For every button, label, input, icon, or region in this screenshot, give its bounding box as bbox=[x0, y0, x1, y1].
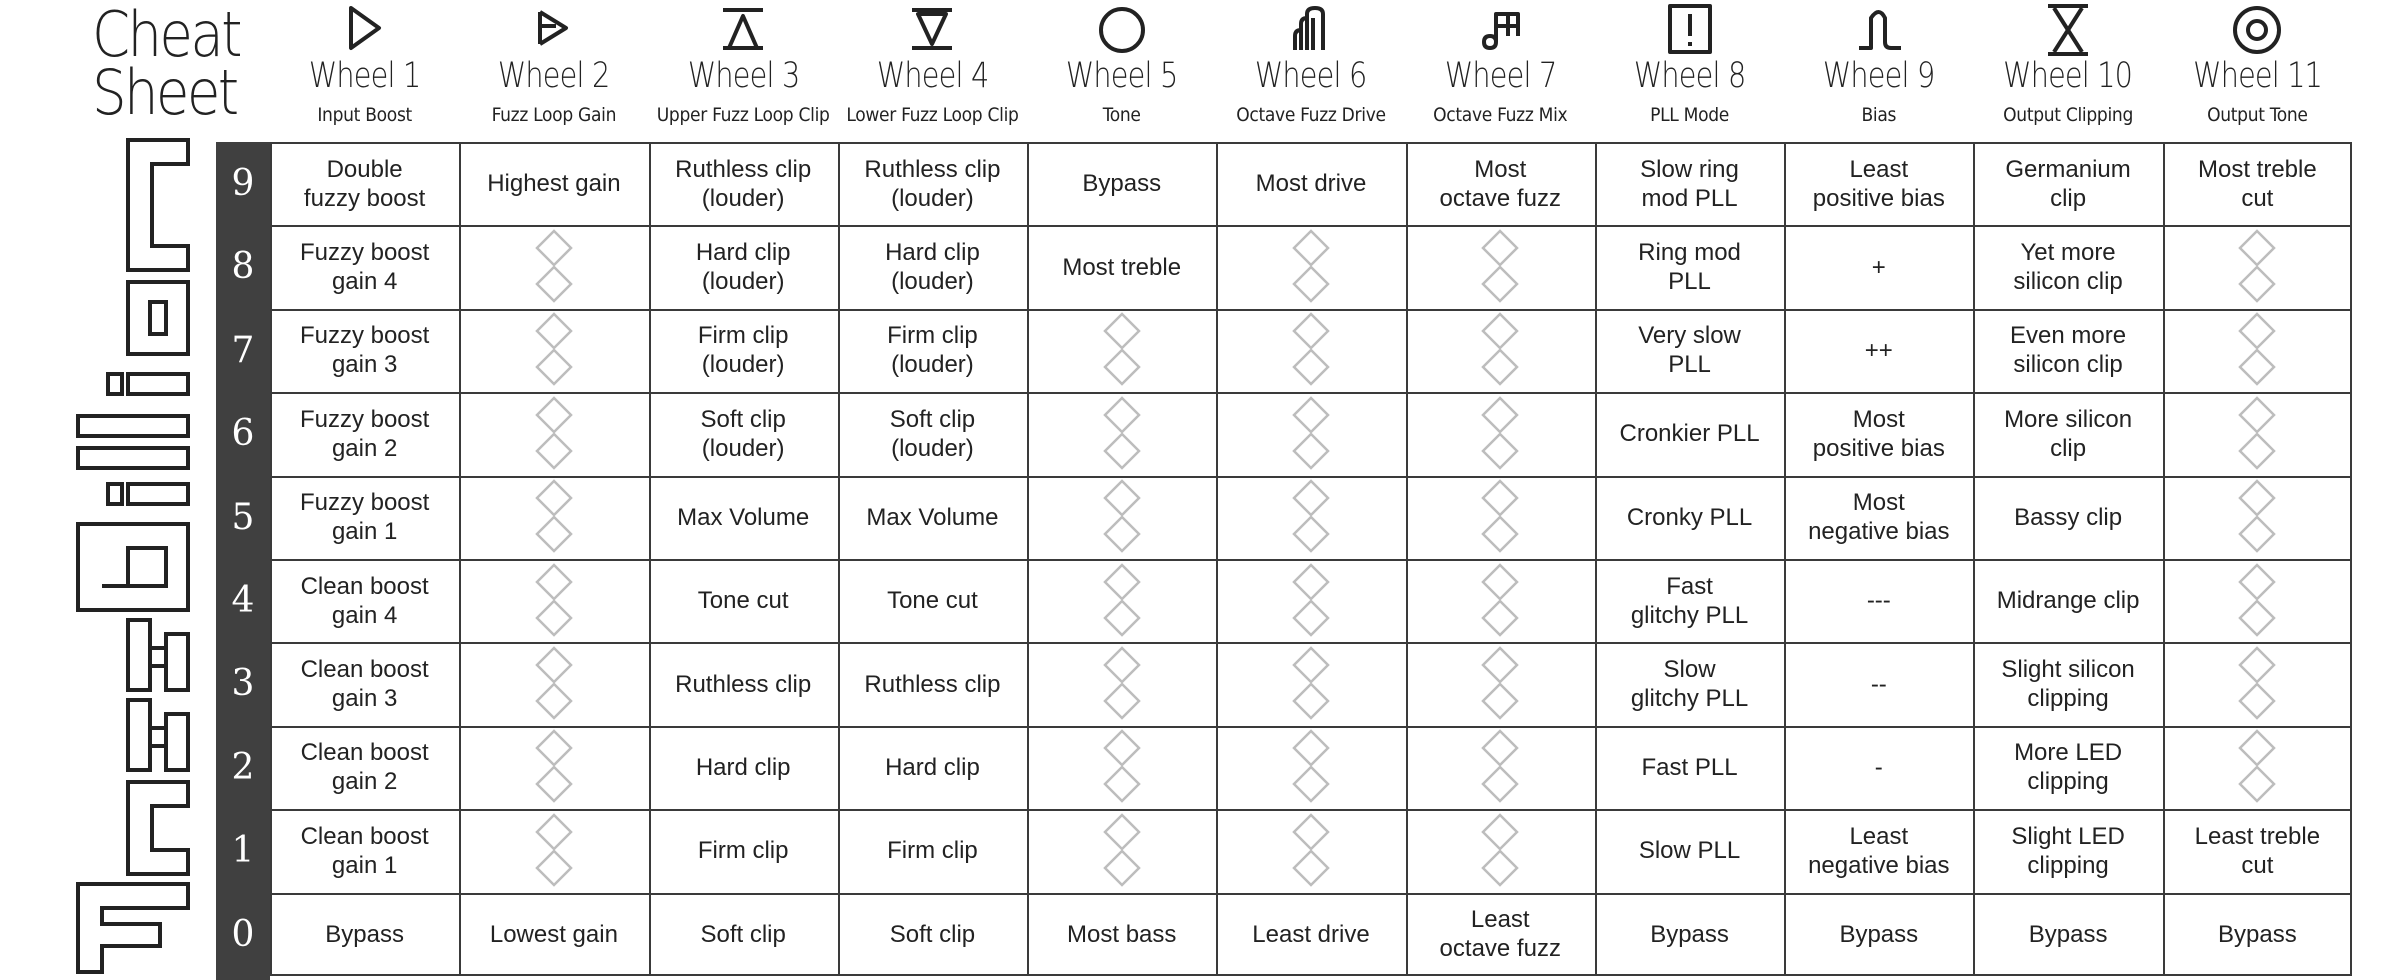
column-subtitle: Output Clipping bbox=[2003, 104, 2134, 126]
table-cell-text: Least octave fuzz bbox=[1439, 906, 1561, 963]
column-header-wheel-11 bbox=[2163, 0, 2352, 142]
table-cell bbox=[649, 893, 838, 976]
table-cell-text: Ring mod PLL bbox=[1638, 239, 1741, 296]
column-header-wheel-6 bbox=[1216, 0, 1405, 142]
table-cell-text: Bypass bbox=[1650, 920, 1729, 948]
table-cell-text: Soft clip bbox=[889, 920, 976, 948]
table-cell bbox=[1595, 893, 1784, 976]
table-cell-text: Most negative bias bbox=[1808, 489, 1950, 546]
diamond-marker-icon bbox=[1216, 809, 1405, 892]
column-name: Wheel 7 bbox=[1444, 56, 1557, 96]
table-cell-text: Soft clip (louder) bbox=[889, 405, 976, 462]
table-cell bbox=[1784, 809, 1973, 892]
table-cell bbox=[1973, 809, 2162, 892]
diamond-marker-icon bbox=[459, 225, 648, 308]
diamond-marker-icon bbox=[2163, 392, 2352, 475]
upper-clip-triangle-icon bbox=[649, 2, 838, 58]
target-circle-icon bbox=[2163, 2, 2352, 58]
title-line-2: Sheet bbox=[92, 56, 237, 129]
mix-note-icon bbox=[1406, 2, 1595, 58]
column-name: Wheel 11 bbox=[2192, 56, 2322, 96]
table-cell-text: Ruthless clip (louder) bbox=[864, 155, 1001, 212]
row-label-3: 3 bbox=[231, 663, 255, 705]
column-name: Wheel 9 bbox=[1823, 56, 1935, 96]
table-cell bbox=[1973, 392, 2162, 475]
table-cell bbox=[1784, 225, 1973, 308]
diamond-marker-icon bbox=[1027, 726, 1216, 809]
column-subtitle: Lower Fuzz Loop Clip bbox=[846, 104, 1019, 126]
table-cell bbox=[270, 142, 459, 225]
settings-grid bbox=[270, 142, 2352, 976]
table-cell-text: Clean boost gain 4 bbox=[300, 572, 429, 629]
table-cell bbox=[1595, 225, 1784, 308]
table-cell bbox=[2163, 142, 2352, 225]
diamond-marker-icon bbox=[1406, 559, 1595, 642]
table-cell bbox=[838, 392, 1027, 475]
table-cell-text: Most positive bias bbox=[1812, 405, 1945, 462]
cheat-sheet-title bbox=[92, 0, 272, 129]
table-cell-text: Even more silicon clip bbox=[2010, 322, 2127, 379]
table-cell bbox=[649, 809, 838, 892]
table-cell-text: Max Volume bbox=[866, 503, 999, 531]
diamond-marker-icon bbox=[1406, 726, 1595, 809]
title-line-1: Cheat bbox=[92, 0, 240, 71]
column-header-wheel-8 bbox=[1595, 0, 1784, 142]
column-subtitle: PLL Mode bbox=[1650, 104, 1730, 126]
row-label-9: 9 bbox=[231, 163, 255, 204]
grid-line bbox=[270, 642, 2352, 644]
column-subtitle: Fuzz Loop Gain bbox=[491, 104, 617, 126]
table-cell bbox=[1406, 893, 1595, 976]
diamond-marker-icon bbox=[2163, 225, 2352, 308]
table-cell bbox=[1973, 642, 2162, 725]
table-cell-text: Fuzzy boost gain 1 bbox=[299, 489, 430, 546]
table-cell bbox=[1595, 309, 1784, 392]
table-cell-text: Tone cut bbox=[697, 587, 789, 615]
table-cell-text: Least treble cut bbox=[2194, 822, 2321, 879]
table-cell-text: Midrange clip bbox=[1996, 587, 2140, 615]
diamond-marker-icon bbox=[1406, 309, 1595, 392]
table-cell bbox=[649, 225, 838, 308]
grid-line bbox=[270, 726, 2352, 728]
table-cell bbox=[1784, 559, 1973, 642]
diamond-marker-icon bbox=[1406, 392, 1595, 475]
grid-line bbox=[270, 309, 2352, 311]
circle-icon bbox=[1027, 2, 1216, 58]
table-cell-text: Ruthless clip bbox=[675, 670, 812, 698]
column-header-wheel-3 bbox=[649, 0, 838, 142]
table-cell bbox=[2163, 893, 2352, 976]
table-cell-text: Bypass bbox=[325, 920, 404, 948]
row-label-2: 2 bbox=[231, 746, 255, 788]
table-cell-text: Clean boost gain 3 bbox=[300, 656, 429, 713]
diamond-marker-icon bbox=[459, 476, 648, 559]
table-cell-text: Firm clip (louder) bbox=[697, 322, 789, 379]
column-header-wheel-9 bbox=[1784, 0, 1973, 142]
diamond-marker-icon bbox=[459, 726, 648, 809]
table-cell-text: ++ bbox=[1864, 336, 1893, 364]
table-cell bbox=[1595, 392, 1784, 475]
table-cell bbox=[1027, 225, 1216, 308]
diamond-marker-icon bbox=[1406, 225, 1595, 308]
table-cell bbox=[270, 309, 459, 392]
table-cell-text: Most octave fuzz bbox=[1439, 155, 1561, 212]
table-cell-text: Ruthless clip bbox=[864, 670, 1001, 698]
hourglass-triangle-icon bbox=[1973, 2, 2162, 58]
diamond-marker-icon bbox=[1216, 726, 1405, 809]
row-label-7: 7 bbox=[231, 329, 255, 371]
table-cell bbox=[1595, 142, 1784, 225]
table-cell bbox=[838, 225, 1027, 308]
table-cell bbox=[1595, 642, 1784, 725]
table-cell-text: Bypass bbox=[1839, 920, 1919, 948]
diamond-marker-icon bbox=[1027, 559, 1216, 642]
table-cell bbox=[838, 476, 1027, 559]
diamond-marker-icon bbox=[459, 559, 648, 642]
diamond-marker-icon bbox=[1216, 225, 1405, 308]
table-cell bbox=[1973, 225, 2162, 308]
table-cell bbox=[1784, 642, 1973, 725]
table-cell-text: Fuzzy boost gain 2 bbox=[299, 405, 430, 462]
table-cell-text: Cronkier PLL bbox=[1619, 420, 1760, 448]
diamond-marker-icon bbox=[1216, 476, 1405, 559]
table-cell bbox=[270, 726, 459, 809]
diamond-marker-icon bbox=[1027, 809, 1216, 892]
table-cell bbox=[270, 809, 459, 892]
column-header-wheel-5 bbox=[1027, 0, 1216, 142]
column-name: Wheel 10 bbox=[2003, 56, 2133, 96]
fuzzbillion-logo bbox=[70, 134, 200, 980]
table-cell bbox=[838, 309, 1027, 392]
column-name: Wheel 6 bbox=[1255, 56, 1367, 96]
table-cell-text: Hard clip bbox=[695, 753, 791, 781]
row-label-0: 0 bbox=[231, 913, 255, 955]
table-cell bbox=[459, 893, 648, 976]
table-cell-text: + bbox=[1871, 253, 1886, 281]
diamond-marker-icon bbox=[1027, 309, 1216, 392]
diamond-marker-icon bbox=[459, 809, 648, 892]
table-cell-text: Firm clip bbox=[887, 837, 978, 865]
table-cell-text: Fuzzy boost gain 4 bbox=[299, 239, 430, 296]
table-cell-text: Yet more silicon clip bbox=[2013, 239, 2123, 296]
table-cell bbox=[1216, 893, 1405, 976]
table-cell-text: Most treble bbox=[1062, 253, 1182, 281]
table-cell bbox=[270, 893, 459, 976]
grid-line bbox=[270, 142, 2352, 144]
table-cell bbox=[270, 642, 459, 725]
table-cell-text: Fast glitchy PLL bbox=[1630, 572, 1749, 629]
table-cell bbox=[1784, 392, 1973, 475]
column-header-wheel-4 bbox=[838, 0, 1027, 142]
loop-triangle-icon bbox=[459, 2, 648, 58]
grid-line bbox=[270, 559, 2352, 561]
table-cell bbox=[649, 392, 838, 475]
table-cell-text: Clean boost gain 2 bbox=[300, 739, 429, 796]
table-cell bbox=[649, 559, 838, 642]
column-name: Wheel 5 bbox=[1065, 56, 1178, 96]
grid-line bbox=[270, 893, 2352, 895]
table-cell bbox=[1406, 142, 1595, 225]
table-cell-text: Hard clip bbox=[885, 753, 980, 781]
table-cell bbox=[1973, 559, 2162, 642]
table-cell-text: Slight LED clipping bbox=[2011, 822, 2125, 879]
table-cell-text: Bypass bbox=[2028, 920, 2108, 948]
table-cell bbox=[1027, 142, 1216, 225]
stairs-icon bbox=[1216, 2, 1405, 58]
table-cell-text: Firm clip (louder) bbox=[887, 322, 978, 379]
table-cell-text: Slow ring mod PLL bbox=[1640, 155, 1739, 212]
table-cell-text: Fast PLL bbox=[1641, 753, 1738, 781]
row-label-5: 5 bbox=[231, 496, 255, 538]
table-cell bbox=[1784, 309, 1973, 392]
table-cell bbox=[649, 642, 838, 725]
grid-line bbox=[270, 809, 2352, 811]
table-cell-text: More silicon clip bbox=[2004, 405, 2133, 462]
table-cell-text: Very slow PLL bbox=[1638, 322, 1741, 379]
diamond-marker-icon bbox=[2163, 476, 2352, 559]
diamond-marker-icon bbox=[1406, 809, 1595, 892]
column-subtitle: Upper Fuzz Loop Clip bbox=[656, 104, 830, 126]
table-cell-text: Highest gain bbox=[487, 170, 621, 198]
table-cell bbox=[1595, 726, 1784, 809]
diamond-marker-icon bbox=[1027, 476, 1216, 559]
table-cell-text: -- bbox=[1870, 670, 1887, 698]
table-cell bbox=[838, 893, 1027, 976]
table-cell-text: Tone cut bbox=[887, 587, 978, 615]
table-cell-text: --- bbox=[1866, 587, 1891, 615]
table-cell bbox=[1027, 893, 1216, 976]
diamond-marker-icon bbox=[2163, 559, 2352, 642]
table-cell bbox=[459, 142, 648, 225]
table-cell bbox=[1595, 559, 1784, 642]
table-cell bbox=[270, 476, 459, 559]
diamond-marker-icon bbox=[1406, 642, 1595, 725]
table-cell-text: Slow PLL bbox=[1638, 837, 1741, 865]
diamond-marker-icon bbox=[1027, 392, 1216, 475]
diamond-marker-icon bbox=[1216, 309, 1405, 392]
table-cell bbox=[649, 476, 838, 559]
column-subtitle: Octave Fuzz Mix bbox=[1433, 104, 1568, 126]
table-cell bbox=[1784, 726, 1973, 809]
column-header-wheel-1 bbox=[270, 0, 459, 142]
exclamation-box-icon bbox=[1595, 2, 1784, 58]
table-cell-text: More LED clipping bbox=[2014, 739, 2123, 796]
grid-line bbox=[270, 392, 2352, 394]
table-cell bbox=[270, 225, 459, 308]
diamond-marker-icon bbox=[1027, 642, 1216, 725]
table-cell bbox=[838, 726, 1027, 809]
table-cell-text: Cronky PLL bbox=[1626, 503, 1753, 531]
table-cell-text: Bassy clip bbox=[2014, 503, 2123, 531]
column-header-wheel-10 bbox=[1973, 0, 2162, 142]
row-label-6: 6 bbox=[231, 413, 255, 455]
diamond-marker-icon bbox=[2163, 726, 2352, 809]
row-label-1: 1 bbox=[231, 830, 255, 872]
table-cell-text: - bbox=[1874, 753, 1883, 781]
column-name: Wheel 8 bbox=[1633, 56, 1746, 96]
diamond-marker-icon bbox=[459, 642, 648, 725]
table-cell-text: Max Volume bbox=[677, 503, 810, 531]
table-cell-text: Firm clip bbox=[697, 837, 789, 865]
table-cell-text: Germanium clip bbox=[2005, 155, 2131, 212]
grid-line bbox=[270, 225, 2352, 227]
grid-line bbox=[270, 476, 2352, 478]
column-name: Wheel 2 bbox=[498, 56, 610, 96]
table-cell bbox=[1595, 476, 1784, 559]
table-cell-text: Least negative bias bbox=[1808, 822, 1950, 879]
diamond-marker-icon bbox=[459, 309, 648, 392]
diamond-marker-icon bbox=[1216, 642, 1405, 725]
column-subtitle: Tone bbox=[1102, 104, 1141, 126]
table-cell-text: Slight silicon clipping bbox=[2001, 656, 2135, 713]
table-cell bbox=[1973, 309, 2162, 392]
table-cell-text: Soft clip (louder) bbox=[700, 405, 786, 462]
row-label-8: 8 bbox=[231, 246, 255, 288]
table-cell bbox=[838, 809, 1027, 892]
table-cell-text: Least positive bias bbox=[1812, 155, 1945, 212]
table-cell bbox=[838, 142, 1027, 225]
table-cell bbox=[1216, 142, 1405, 225]
column-header-wheel-2 bbox=[459, 0, 648, 142]
table-cell-text: Hard clip (louder) bbox=[695, 239, 791, 296]
column-subtitle: Output Tone bbox=[2207, 104, 2308, 126]
table-cell bbox=[1973, 893, 2162, 976]
grid-line bbox=[270, 974, 2352, 976]
table-cell bbox=[1595, 809, 1784, 892]
diamond-marker-icon bbox=[459, 392, 648, 475]
table-cell-text: Bypass bbox=[2218, 920, 2297, 948]
table-cell bbox=[1973, 476, 2162, 559]
table-cell bbox=[1973, 726, 2162, 809]
table-cell bbox=[838, 642, 1027, 725]
column-subtitle: Input Boost bbox=[317, 104, 412, 126]
diamond-marker-icon bbox=[2163, 309, 2352, 392]
table-cell bbox=[1973, 142, 2162, 225]
column-name: Wheel 1 bbox=[308, 56, 421, 96]
lower-clip-triangle-icon bbox=[838, 2, 1027, 58]
table-cell bbox=[1784, 476, 1973, 559]
table-cell-text: Bypass bbox=[1082, 170, 1162, 198]
table-cell-text: Soft clip bbox=[700, 920, 786, 948]
table-cell bbox=[270, 559, 459, 642]
column-name: Wheel 4 bbox=[876, 56, 989, 96]
table-cell bbox=[649, 726, 838, 809]
column-name: Wheel 3 bbox=[687, 56, 799, 96]
column-subtitle: Bias bbox=[1861, 104, 1897, 126]
table-cell-text: Double fuzzy boost bbox=[303, 155, 426, 212]
table-cell bbox=[1784, 893, 1973, 976]
table-cell-text: Most treble cut bbox=[2197, 155, 2317, 212]
table-cell-text: Most bass bbox=[1067, 920, 1177, 948]
diamond-marker-icon bbox=[2163, 642, 2352, 725]
diamond-marker-icon bbox=[1406, 476, 1595, 559]
bias-wave-icon bbox=[1784, 2, 1973, 58]
diamond-marker-icon bbox=[1216, 559, 1405, 642]
table-cell bbox=[649, 309, 838, 392]
table-cell-text: Hard clip (louder) bbox=[885, 239, 980, 296]
table-cell bbox=[2163, 809, 2352, 892]
table-cell bbox=[1784, 142, 1973, 225]
table-cell-text: Clean boost gain 1 bbox=[300, 822, 429, 879]
table-cell-text: Most drive bbox=[1255, 170, 1367, 198]
row-number-sidebar bbox=[216, 142, 270, 980]
table-cell-text: Fuzzy boost gain 3 bbox=[299, 322, 430, 379]
play-triangle-icon bbox=[270, 2, 459, 58]
column-subtitle: Octave Fuzz Drive bbox=[1236, 104, 1386, 126]
table-cell bbox=[649, 142, 838, 225]
column-header-wheel-7 bbox=[1406, 0, 1595, 142]
table-cell bbox=[838, 559, 1027, 642]
table-cell bbox=[270, 392, 459, 475]
table-cell-text: Slow glitchy PLL bbox=[1630, 656, 1749, 713]
row-label-4: 4 bbox=[231, 580, 255, 621]
table-cell-text: Lowest gain bbox=[489, 920, 618, 948]
table-cell-text: Least drive bbox=[1252, 920, 1370, 948]
diamond-marker-icon bbox=[1216, 392, 1405, 475]
table-cell-text: Ruthless clip (louder) bbox=[675, 155, 812, 212]
